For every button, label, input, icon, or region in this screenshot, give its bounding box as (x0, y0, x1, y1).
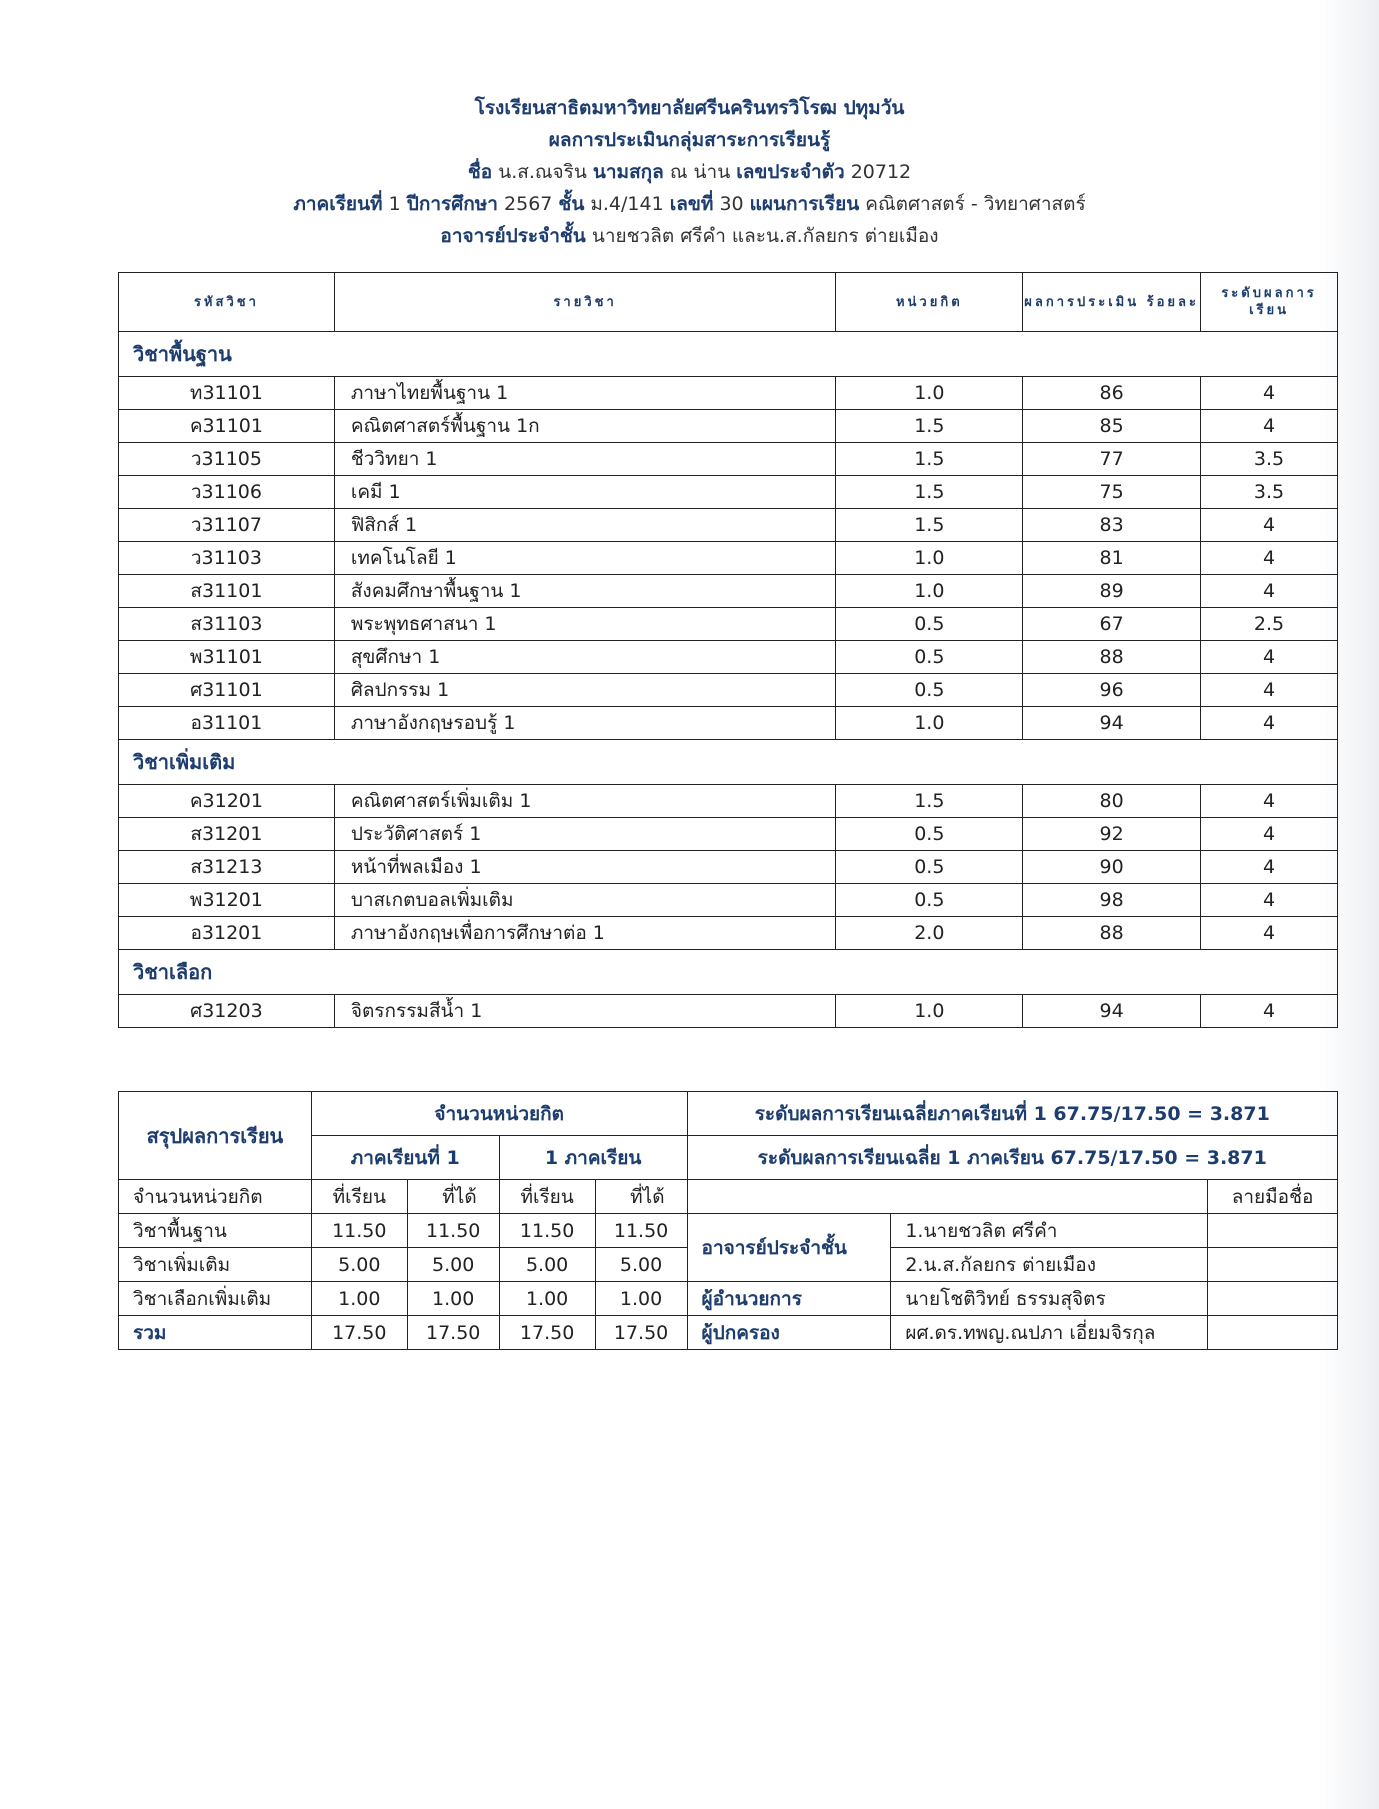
subject-code: ว31107 (119, 509, 335, 542)
table-row (119, 575, 1338, 608)
section-row (119, 332, 1338, 377)
subject-code: อ31101 (119, 707, 335, 740)
school-name: โรงเรียนสาธิตมหาวิทยาลัยศรีนครินทรวิโรฒ ปทุมวัน (474, 97, 905, 119)
score-value: 81 (1023, 542, 1201, 575)
report-header (0, 92, 1379, 252)
table-row (119, 410, 1338, 443)
table-row (119, 377, 1338, 410)
col-score: ผลการประเมิน ร้อยละ (1023, 273, 1201, 332)
grade-value: 4 (1201, 785, 1338, 818)
grade-value: 4 (1201, 509, 1338, 542)
report-title: ผลการประเมินกลุ่มสาระการเรียนรู้ (548, 129, 831, 151)
table-row (119, 995, 1338, 1028)
grade-value: 4 (1201, 917, 1338, 950)
section-row (119, 740, 1338, 785)
table-row (119, 884, 1338, 917)
table-row (119, 641, 1338, 674)
subject-name: สังคมศึกษาพื้นฐาน 1 (334, 575, 836, 608)
table-row (119, 608, 1338, 641)
advisor-value: นายชวลิต ศรีคำ และน.ส.กัลยกร ต่ายเมือง (591, 225, 939, 247)
subject-code: ส31201 (119, 818, 335, 851)
subject-name: ภาษาอังกฤษรอบรู้ 1 (334, 707, 836, 740)
term-header: ภาคเรียนที่ 1 (311, 1136, 499, 1180)
subject-code: ศ31101 (119, 674, 335, 707)
subject-code: ส31213 (119, 851, 335, 884)
program-value: คณิตศาสตร์ - วิทยาศาสตร์ (865, 193, 1086, 215)
score-value: 85 (1023, 410, 1201, 443)
table-row (119, 509, 1338, 542)
credit-value: 0.5 (836, 674, 1023, 707)
score-value: 94 (1023, 707, 1201, 740)
subject-name: เคมี 1 (334, 476, 836, 509)
class-value: ม.4/141 (590, 193, 664, 215)
subject-name: จิตรกรรมสีน้ำ 1 (334, 995, 836, 1028)
enrolled-label: ที่เรียน (499, 1180, 595, 1214)
grade-value: 4 (1201, 674, 1338, 707)
signature-cell (1208, 1248, 1338, 1282)
student-name-line: ชื่อ น.ส.ณจริน นามสกุล ณ น่าน เลขประจำตัว 20712 (467, 161, 912, 183)
signature-cell (1208, 1214, 1338, 1248)
advisor-1: 1.นายชวลิต ศรีคำ (891, 1214, 1208, 1248)
score-value: 67 (1023, 608, 1201, 641)
signature-label: ลายมือชื่อ (1208, 1180, 1338, 1214)
student-surname: ณ น่าน (669, 161, 731, 183)
director-role: ผู้อำนวยการ (687, 1282, 891, 1316)
summary-title: สรุปผลการเรียน (119, 1092, 312, 1180)
credit-value: 0.5 (836, 851, 1023, 884)
col-code: รหัสวิชา (119, 273, 335, 332)
col-subject: รายวิชา (334, 273, 836, 332)
credit-value: 1.5 (836, 410, 1023, 443)
subject-code: ค31201 (119, 785, 335, 818)
score-value: 77 (1023, 443, 1201, 476)
table-row (119, 917, 1338, 950)
subject-name: คณิตศาสตร์พื้นฐาน 1ก (334, 410, 836, 443)
table-row (119, 674, 1338, 707)
one-term-header: 1 ภาคเรียน (499, 1136, 687, 1180)
grade-value: 4 (1201, 575, 1338, 608)
credit-value: 1.5 (836, 443, 1023, 476)
score-value: 88 (1023, 641, 1201, 674)
grade-value: 3.5 (1201, 443, 1338, 476)
director-name: นายโชติวิทย์ ธรรมสุจิตร (891, 1282, 1208, 1316)
section-row (119, 950, 1338, 995)
score-value: 88 (1023, 917, 1201, 950)
credit-value: 0.5 (836, 818, 1023, 851)
subject-code: พ31201 (119, 884, 335, 917)
credit-value: 1.0 (836, 377, 1023, 410)
credit-value: 1.0 (836, 542, 1023, 575)
subject-code: ส31103 (119, 608, 335, 641)
grade-value: 4 (1201, 707, 1338, 740)
advisor-line: อาจารย์ประจำชั้น นายชวลิต ศรีคำ และน.ส.กัลยกร ต่ายเมือง (440, 225, 939, 247)
signature-cell (1208, 1316, 1338, 1350)
subject-name: ภาษาไทยพื้นฐาน 1 (334, 377, 836, 410)
subject-name: หน้าที่พลเมือง 1 (334, 851, 836, 884)
table-row (119, 443, 1338, 476)
score-value: 86 (1023, 377, 1201, 410)
subject-code: ว31105 (119, 443, 335, 476)
score-value: 96 (1023, 674, 1201, 707)
credit-value: 1.0 (836, 995, 1023, 1028)
subject-code: พ31101 (119, 641, 335, 674)
gpa-term: ระดับผลการเรียนเฉลี่ยภาคเรียนที่ 1 67.75/17.50 = 3.871 (687, 1092, 1337, 1136)
col-credit: หน่วยกิต (836, 273, 1023, 332)
score-value: 75 (1023, 476, 1201, 509)
subject-code: ท31101 (119, 377, 335, 410)
grade-value: 4 (1201, 641, 1338, 674)
section-title: วิชาพื้นฐาน (119, 332, 1338, 377)
earned-label: ที่ได้ (407, 1180, 499, 1214)
grade-value: 3.5 (1201, 476, 1338, 509)
credit-value: 1.5 (836, 476, 1023, 509)
grade-value: 4 (1201, 884, 1338, 917)
table-row (119, 785, 1338, 818)
score-value: 83 (1023, 509, 1201, 542)
credits-header: จำนวนหน่วยกิต (311, 1092, 687, 1136)
subject-name: เทคโนโลยี 1 (334, 542, 836, 575)
subject-name: ศิลปกรรม 1 (334, 674, 836, 707)
year-value: 2567 (504, 193, 553, 215)
advisor-2: 2.น.ส.กัลยกร ต่ายเมือง (891, 1248, 1208, 1282)
table-row (119, 707, 1338, 740)
gpa-one-term: ระดับผลการเรียนเฉลี่ย 1 ภาคเรียน 67.75/17.50 = 3.871 (687, 1136, 1337, 1180)
credit-value: 1.5 (836, 785, 1023, 818)
score-value: 90 (1023, 851, 1201, 884)
section-title: วิชาเพิ่มเติม (119, 740, 1338, 785)
summary-table: สรุปผลการเรียน จำนวนหน่วยกิต ระดับผลการเรียนเฉลี่ยภาคเรียนที่ 1 67.75/17.50 = 3.871 ภาคเรียนที่ 1 1 ภาคเรียน ระดับผลการเรียนเฉลี่ย 1 ภาคเรียน 67.75/17.50 = 3.871 จำนวนหน่วยกิต ที่เรียน ที่ได้ ที่เรียน ที่ได้ ลายมือชื่อ วิชาพื้นฐาน 11.50 11.50 11.50 11.50 อาจารย์ประจำชั้น 1.นายชวลิต ศรีคำ วิชาเพิ่มเติม 5.00 5.00 5.00 5.00 2.น.ส.กัลยกร ต่ายเมือง วิชาเลือกเพิ่มเติม 1.00 1.00 1.00 1.00 ผู้อำนวยการ นายโชติวิทย์ ธรรมสุจิตร รวม 17.50 17.50 17.50 17.50 ผู้ปกครอง ผศ.ดร.ทพญ.ณปภา เอี่ยมจิรกุล (118, 1091, 1338, 1350)
grade-value: 4 (1201, 410, 1338, 443)
parent-name: ผศ.ดร.ทพญ.ณปภา เอี่ยมจิรกุล (891, 1316, 1208, 1350)
credit-value: 0.5 (836, 608, 1023, 641)
grade-value: 2.5 (1201, 608, 1338, 641)
credit-value: 0.5 (836, 641, 1023, 674)
subject-name: พระพุทธศาสนา 1 (334, 608, 836, 641)
summary-row-label: วิชาเพิ่มเติม (119, 1248, 312, 1282)
student-number: 30 (719, 193, 744, 215)
subject-code: ศ31203 (119, 995, 335, 1028)
credit-value: 1.0 (836, 707, 1023, 740)
score-value: 92 (1023, 818, 1201, 851)
subject-name: ฟิสิกส์ 1 (334, 509, 836, 542)
summary-row-label: วิชาเลือกเพิ่มเติม (119, 1282, 312, 1316)
row-header-label: จำนวนหน่วยกิต (119, 1180, 312, 1214)
subject-name: คณิตศาสตร์เพิ่มเติม 1 (334, 785, 836, 818)
parent-role: ผู้ปกครอง (687, 1316, 891, 1350)
advisor-role: อาจารย์ประจำชั้น (687, 1214, 891, 1282)
subject-name: ประวัติศาสตร์ 1 (334, 818, 836, 851)
table-row (119, 542, 1338, 575)
summary-total-label: รวม (119, 1316, 312, 1350)
score-value: 98 (1023, 884, 1201, 917)
score-value: 89 (1023, 575, 1201, 608)
subject-name: ภาษาอังกฤษเพื่อการศึกษาต่อ 1 (334, 917, 836, 950)
signature-cell (1208, 1282, 1338, 1316)
credit-value: 0.5 (836, 884, 1023, 917)
score-value: 94 (1023, 995, 1201, 1028)
subject-name: บาสเกตบอลเพิ่มเติม (334, 884, 836, 917)
credit-value: 1.5 (836, 509, 1023, 542)
student-id: 20712 (850, 161, 912, 183)
credit-value: 2.0 (836, 917, 1023, 950)
score-value: 80 (1023, 785, 1201, 818)
enrolled-label: ที่เรียน (311, 1180, 407, 1214)
subject-code: ค31101 (119, 410, 335, 443)
grade-value: 4 (1201, 995, 1338, 1028)
term-value: 1 (388, 193, 401, 215)
subject-code: ว31106 (119, 476, 335, 509)
grades-table (118, 272, 1338, 1028)
col-grade: ระดับผลการ เรียน (1201, 273, 1338, 332)
grade-value: 4 (1201, 818, 1338, 851)
credit-value: 1.0 (836, 575, 1023, 608)
section-title: วิชาเลือก (119, 950, 1338, 995)
subject-code: อ31201 (119, 917, 335, 950)
table-row (119, 818, 1338, 851)
subject-code: ส31101 (119, 575, 335, 608)
grade-value: 4 (1201, 542, 1338, 575)
grades-header-row (119, 273, 1338, 332)
grade-value: 4 (1201, 851, 1338, 884)
student-first-name: น.ส.ณจริน (498, 161, 587, 183)
subject-name: ชีววิทยา 1 (334, 443, 836, 476)
table-row (119, 476, 1338, 509)
subject-code: ว31103 (119, 542, 335, 575)
summary-row-label: วิชาพื้นฐาน (119, 1214, 312, 1248)
term-info-line: ภาคเรียนที่ 1 ปีการศึกษา 2567 ชั้น ม.4/141 เลขที่ 30 แผนการเรียน คณิตศาสตร์ - วิทยาศาสตร์ (293, 193, 1086, 215)
subject-name: สุขศึกษา 1 (334, 641, 836, 674)
table-row (119, 851, 1338, 884)
grade-value: 4 (1201, 377, 1338, 410)
earned-label: ที่ได้ (595, 1180, 687, 1214)
